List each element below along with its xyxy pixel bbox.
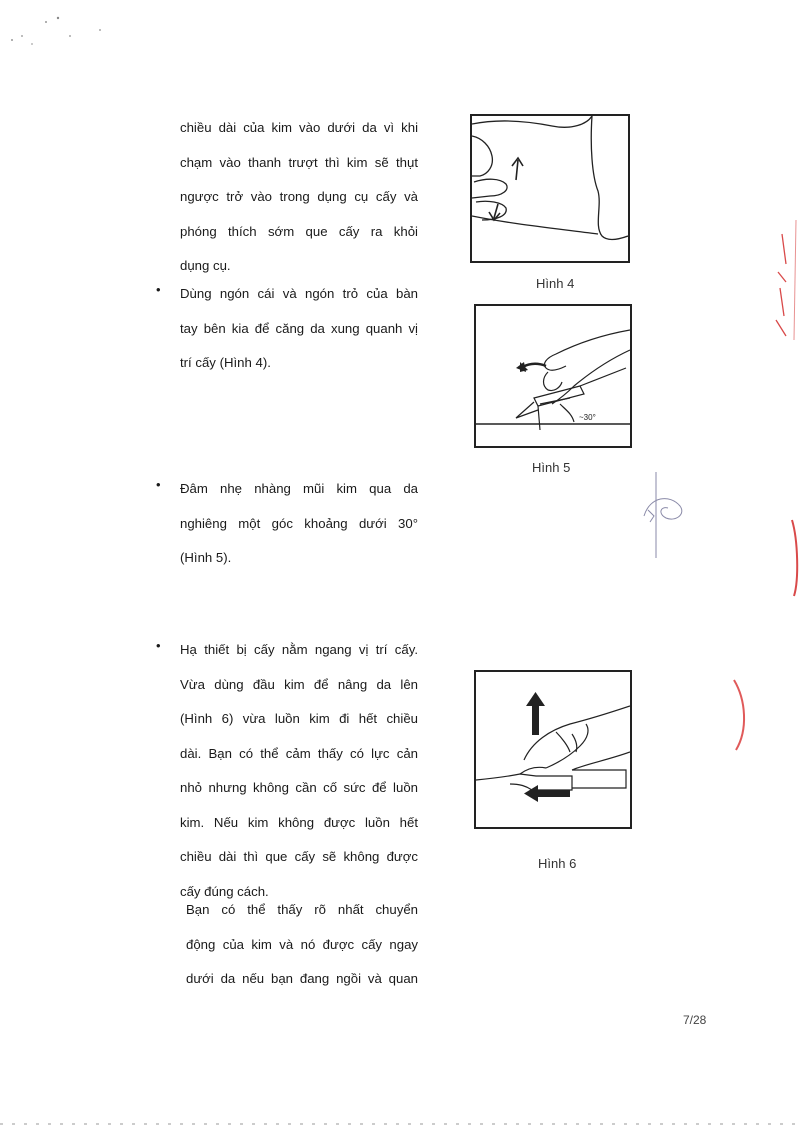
handwritten-initial-mark — [640, 470, 700, 560]
figure-6-illustration — [474, 670, 632, 829]
bullet-marker: • — [156, 638, 161, 653]
bullet-marker: • — [156, 282, 161, 297]
page-number: 7/28 — [683, 1013, 707, 1027]
device-lowering-drawing — [476, 672, 630, 827]
figure-4-caption: Hình 4 — [536, 276, 575, 291]
paragraph-continuation: chiều dài của kim vào dưới da vì khi chạm vào thanh trượt thì kim sẽ thụt ngược trở vào trong dụng cụ cấy và phóng thích sớm que cấy ra khỏi dụng cụ. — [180, 120, 418, 273]
figure-5-illustration — [474, 304, 632, 448]
paragraph-insert-needle: Đâm nhẹ nhàng mũi kim qua da nghiêng một góc khoảng dưới 30° (Hình 5). — [180, 481, 418, 565]
figure-4-illustration — [470, 114, 630, 263]
paragraph-observe: Bạn có thể thấy rõ nhất chuyển động của kim và nó được cấy ngay dưới da nếu bạn đang ngồi và quan — [186, 902, 418, 986]
angle-label: ~30° — [579, 413, 596, 422]
paragraph-lower-device: Hạ thiết bị cấy nằm ngang vị trí cấy. Vừa dùng đầu kim để nâng da lên (Hình 6) vừa luồn kim đi hết chiều dài. Bạn có thể cảm thấy có lực cản nhỏ nhưng không cần cố sức để luồn kim. Nếu kim không được luồn hết chiều dài thì que cấy sẽ không được cấy đúng cách. — [180, 642, 418, 899]
needle-insertion-drawing — [476, 306, 630, 446]
arm-hands-drawing — [472, 116, 628, 261]
figure-5-caption: Hình 5 — [532, 460, 571, 475]
paragraph-stretch-skin: Dùng ngón cái và ngón trỏ của bàn tay bên kia để căng da xung quanh vị trí cấy (Hình 4). — [180, 286, 418, 370]
bullet-marker: • — [156, 477, 161, 492]
red-stamp-fragment — [720, 220, 799, 780]
figure-6-caption: Hình 6 — [538, 856, 577, 871]
